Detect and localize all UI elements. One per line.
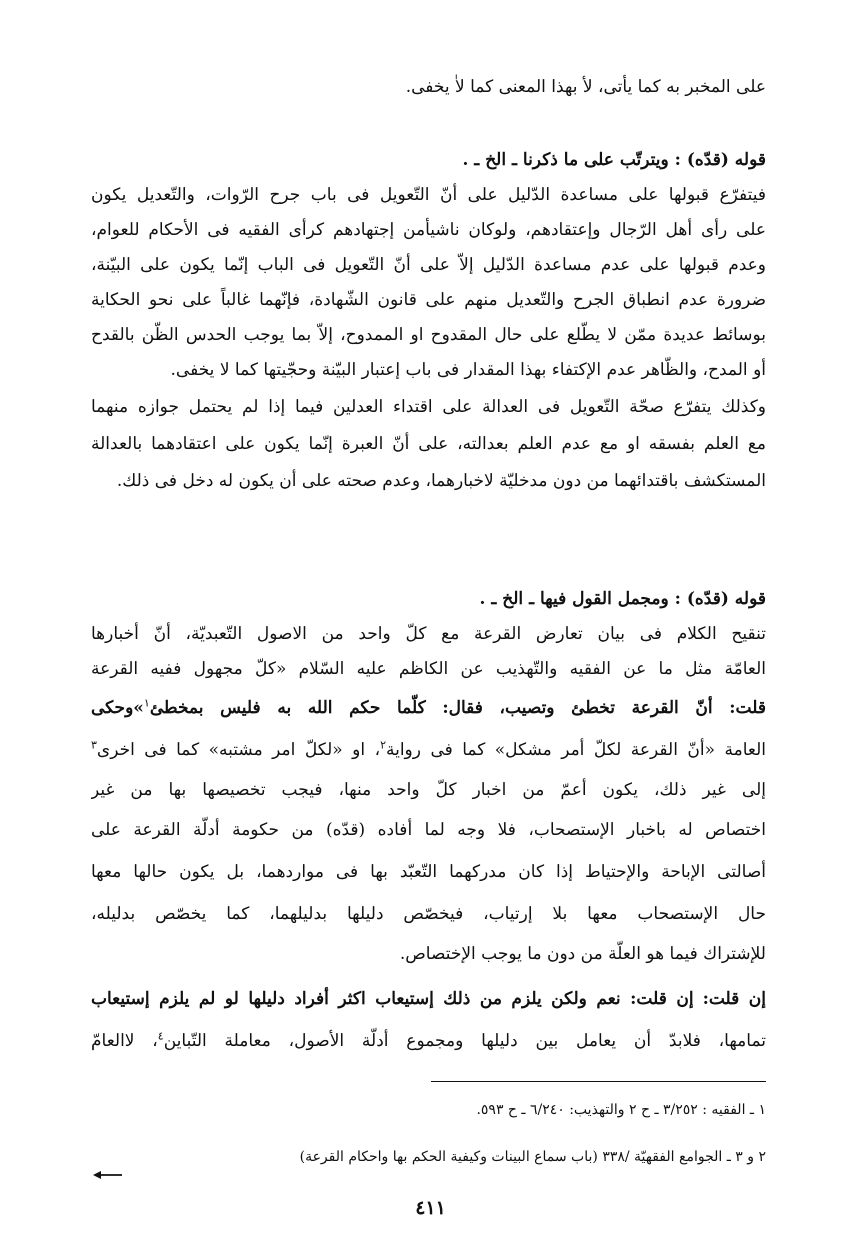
footnote-marker: ١ (143, 696, 150, 710)
text-line (91, 1024, 766, 1058)
text-span: ، لاالعامّ (91, 1031, 158, 1051)
text-line: اختصاص له باخبار الإستصحاب، فلا وجه لما أفاده (قدّه) من حكومة أدلّة القرعة على (91, 820, 766, 840)
footnote: ٢ و ٣ ـ الجوامع الفقهيّة /٣٣٨ (باب سماع البينات وكيفية الحكم بها واحكام القرعة) (299, 1149, 766, 1165)
footnote-divider (431, 1081, 766, 1082)
section-heading: قوله (قدّه) : ومجمل القول فيها ـ الخ ـ . (479, 589, 766, 609)
text-span: ، او «لكلّ امر مشتبه» كما فى اخرى (96, 740, 381, 760)
text-line: المستكشف باقتدائهما من دون مدخليّة لاخبارهما، وعدم صحته على أن يكون له دخل فى ذلك. (116, 471, 766, 491)
text-span: إن قلت: (702, 989, 766, 1009)
text-line (91, 982, 766, 1016)
text-span: »وحكى (91, 698, 144, 718)
continuation-arrow-icon (92, 1168, 122, 1182)
text-line: بوسائط عديدة ممّن لا يطّلع على حال المقدوح او الممدوح، إلاّ بما يوجب الحدس الظّن بالقدح (91, 325, 766, 345)
text-line: ضرورة عدم انطباق الجرح والتّعديل منهم على قانون الشّهادة، فإنّهما غالباً على نحو الحكاية (91, 290, 766, 310)
text-span: قلت: أنّ القرعة تخطئ وتصيب، فقال: كلّما حكم الله به فليس بمخطئ (149, 698, 766, 718)
text-line: فيتفرّع قبولها على مساعدة الدّليل على أنّ التّعويل فى باب جرح الرّوات، والتّعديل يكون (91, 185, 766, 205)
footnote-marker: ٤ (157, 1029, 164, 1043)
text-line: وكذلك يتفرّع صحّة التّعويل فى العدالة على اقتداء العدلين فيما إذا لم يحتمل جوازه منهما (91, 397, 766, 417)
text-line: على المخبر به كما يأتى، لأ بهذا المعنى كما لاٰ يخفى. (405, 77, 766, 97)
footnote-marker: ٢ (380, 738, 386, 752)
text-line: للإشتراك فيما هو العلّة من دون ما يوجب الإختصاص. (399, 944, 766, 964)
text-span: تمامها، فلابدّ أن يعامل بين دليلها ومجموع أدلّة الأصول، معاملة التّباين (163, 1031, 766, 1051)
text-line: وعدم قبولها على عدم مساعدة الدّليل إلاّ على أنّ التّعويل فى الباب إنّما يكون على البيّنة، (91, 255, 766, 275)
text-span: العامة «أنّ القرعة لكلّ أمر مشكل» كما فى رواية (385, 740, 766, 760)
text-line: على رأى أهل الرّجال وإعتقادهم، ولوكان ناشيأمن إجتهادهم كرأى الفقيه فى الأحكام للعوام، (91, 220, 766, 240)
text-line: أو المدح، والظّاهر عدم الإكتفاء بهذا المقدار فى باب إعتبار البيّنة وحجّيتها كما لا يخفى. (170, 360, 766, 380)
text-line: العامّة مثل ما عن الفقيه والتّهذيب عن الكاظم عليه السّلام «كلّ مجهول ففيه القرعة (91, 659, 766, 679)
text-line: إلى غير ذلك، يكون أعمّ من اخبار كلّ واحد منها، فيجب تخصيصها بها من غير (91, 780, 766, 800)
section-heading: قوله (قدّه) : ويترتّب على ما ذكرنا ـ الخ ـ . (462, 150, 766, 170)
footnote-marker: ٣ (91, 738, 97, 752)
text-line (91, 691, 766, 725)
footnote: ١ ـ الفقيه : ٣/٢٥٢ ـ ح ٢ والتهذيب: ٦/٢٤٠ ـ ح ٥٩٣. (476, 1102, 766, 1118)
text-line: حال الإستصحاب معها بلا إرتياب، فيخصّص دليلها بدليلهما، كما يخصّص بدليله، (91, 904, 766, 924)
text-line: أصالتى الإباحة والإحتياط إذا كان مدركهما التّعبّد بها فى مواردهما، بل يكون حالها معها (91, 862, 766, 882)
text-line (91, 733, 766, 767)
text-span: إن قلت: نعم ولكن يلزم من ذلك إستيعاب اكثر أفراد دليلها لو لم يلزم إستيعاب (91, 989, 694, 1009)
text-line: تنقيح الكلام فى بيان تعارض القرعة مع كلّ واحد من الاصول التّعبديّة، أنّ أخبارها (91, 624, 766, 644)
text-line: مع العلم بفسقه او مع عدم العلم بعدالته، على أنّ العبرة إنّما يكون على اعتقادهما بالعدالة (91, 434, 766, 454)
page-number: ٤١١ (415, 1197, 446, 1219)
